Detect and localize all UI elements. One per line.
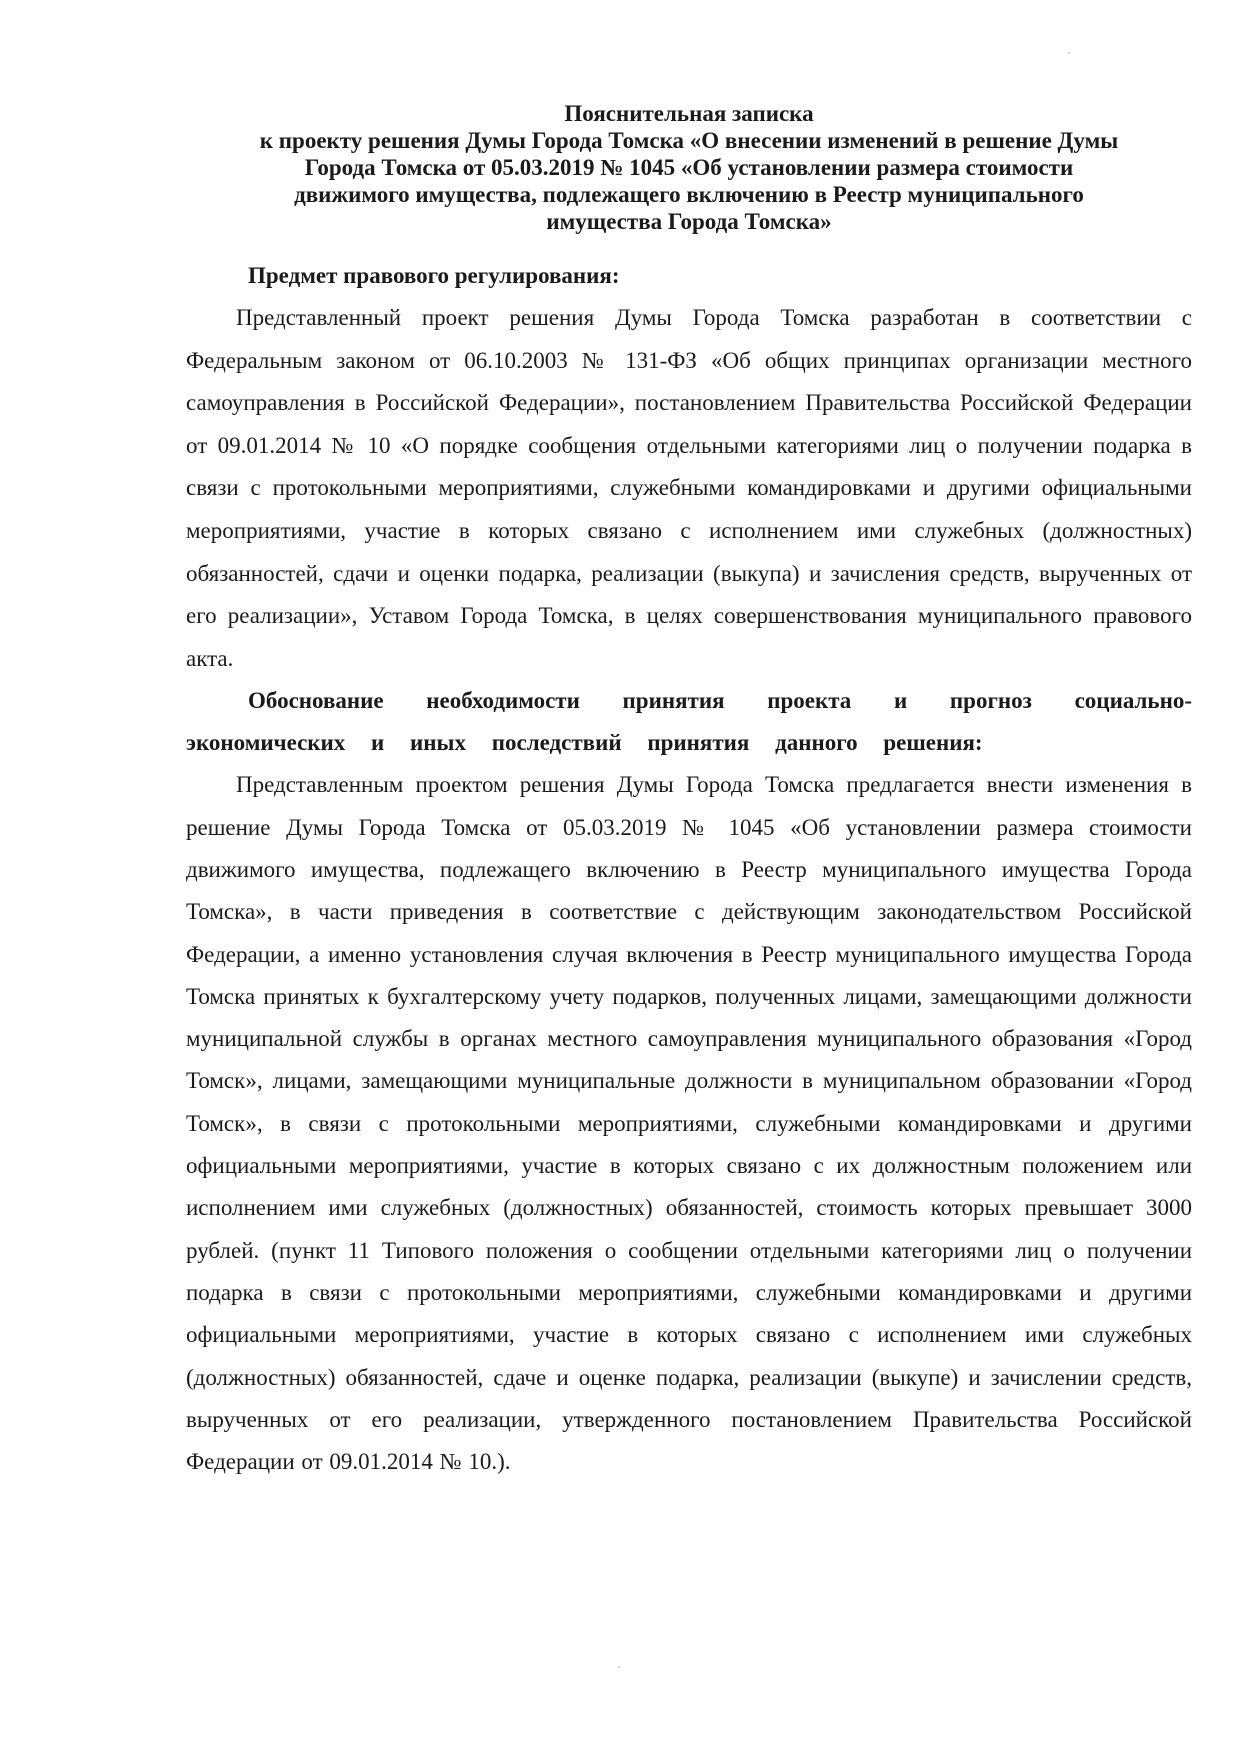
scan-speck [618,1666,620,1668]
section-1-heading: Предмет правового регулирования: [248,263,620,288]
scan-speck [1068,52,1070,54]
section-1-paragraph: Представленный проект решения Думы Города Томска разработан в соответствии с Федеральным законом от 06.10.2003 № 131-ФЗ «Об общих принципах организации местного самоуправления в Российской Федерации», постановлением Правительства Российской Федерации от 09.01.2014 № 10 «О порядке сообщения отдельными категориями лиц о получении подарка в связи с протокольными мероприятиями, служебными командировками и другими официальными мероприятиями, участие в которых связано с исполнением ими служебных (должностных) обязанностей, сдачи и оценки подарка, реализации (выкупа) и зачисления средств, вырученных от его реализации», Уставом Города Томска, в целях совершенствования муниципального правового акта. [186,305,1192,671]
title-line-4: движимого имущества, подлежащего включению в Реестр муниципального [294,182,1084,207]
section-2-heading: Обоснование необходимости принятия проекта и прогноз социально-экономических и иных последствий принятия данного решения: [186,688,1192,756]
title-line-2: к проекту решения Думы Города Томска «О внесении изменений в решение Думы [259,128,1119,153]
title-line-3: Города Томска от 05.03.2019 № 1045 «Об установлении размера стоимости [304,155,1074,180]
section-2-paragraph: Представленным проектом решения Думы Города Томска предлагается внести изменения в решение Думы Города Томска от 05.03.2019 № 1045 «Об установлении размера стоимости движимого имущества, подлежащего включению в Реестр муниципального имущества Города Томска», в части приведения в соответствие с действующим законодательством Российской Федерации, а именно установления случая включения в Реестр муниципального имущества Города Томска принятых к бухгалтерскому учету подарков, полученных лицами, замещающими должности муниципальной службы в органах местного самоуправления муниципального образования «Город Томск», лицами, замещающими муниципальные должности в муниципальном образовании «Город Томск», в связи с протокольными мероприятиями, служебными командировками и другими официальными мероприятиями, участие в которых связано с их должностным положением или исполнением ими служебных (должностных) обязанностей, стоимость которых превышает 3000 рублей. (пункт 11 Типового положения о сообщении отдельными категориями лиц о получении подарка в связи с протокольными мероприятиями, служебными командировками и другими официальными мероприятиями, участие в которых связано с исполнением ими служебных (должностных) обязанностей, сдаче и оценке подарка, реализации (выкупе) и зачислении средств, вырученных от его реализации, утвержденного постановлением Правительства Российской Федерации от 09.01.2014 № 10.). [186,772,1192,1475]
title-line-5: имущества Города Томска» [546,209,832,234]
document-title [186,100,1192,235]
title-line-1: Пояснительная записка [564,101,814,126]
